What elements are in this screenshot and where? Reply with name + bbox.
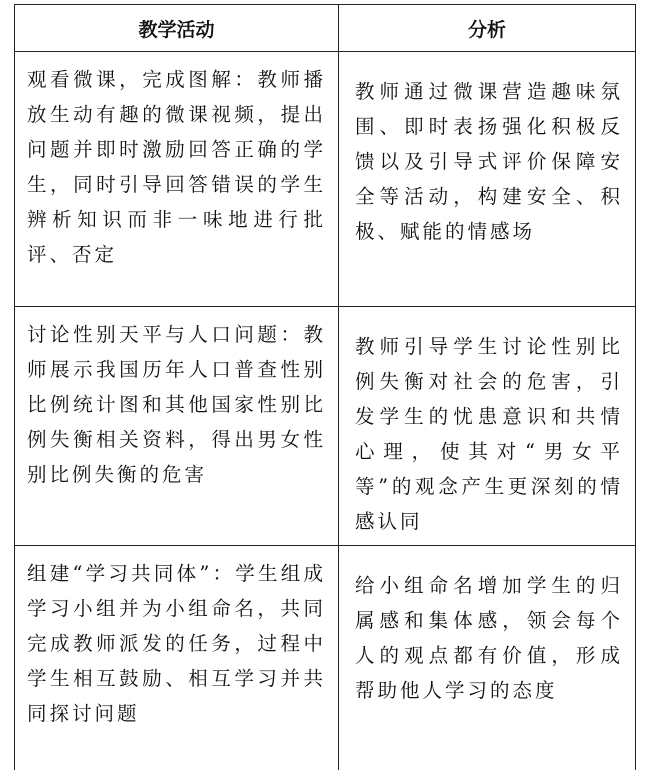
teaching-analysis-table xyxy=(14,4,636,770)
analysis-cell: 给小组命名增加学生的归属感和集体感，领会每个人的观点都有价值，形成帮助他人学习的态度 xyxy=(339,546,636,770)
header-teaching-activity: 教学活动 xyxy=(15,5,339,52)
table-header-row xyxy=(15,5,636,52)
activity-cell: 组建“学习共同体”：学生组成学习小组并为小组命名，共同完成教师派发的任务，过程中学生相互鼓励、相互学习并共同探讨问题 xyxy=(15,546,339,770)
analysis-cell: 教师引导学生讨论性别比例失衡对社会的危害，引发学生的忧患意识和共情心理，使其对“男女平等”的观念产生更深刻的情感认同 xyxy=(339,307,636,546)
table-row xyxy=(15,307,636,546)
activity-cell: 观看微课，完成图解：教师播放生动有趣的微课视频，提出问题并即时激励回答正确的学生，同时引导回答错误的学生辨析知识而非一味地进行批评、否定 xyxy=(15,52,339,307)
table-row xyxy=(15,546,636,770)
analysis-cell: 教师通过微课营造趣味氛围、即时表扬强化积极反馈以及引导式评价保障安全等活动，构建安全、积极、赋能的情感场 xyxy=(339,52,636,307)
header-analysis: 分析 xyxy=(339,5,636,52)
table-row xyxy=(15,52,636,307)
activity-cell: 讨论性别天平与人口问题：教师展示我国历年人口普查性别比例统计图和其他国家性别比例失衡相关资料，得出男女性别比例失衡的危害 xyxy=(15,307,339,546)
